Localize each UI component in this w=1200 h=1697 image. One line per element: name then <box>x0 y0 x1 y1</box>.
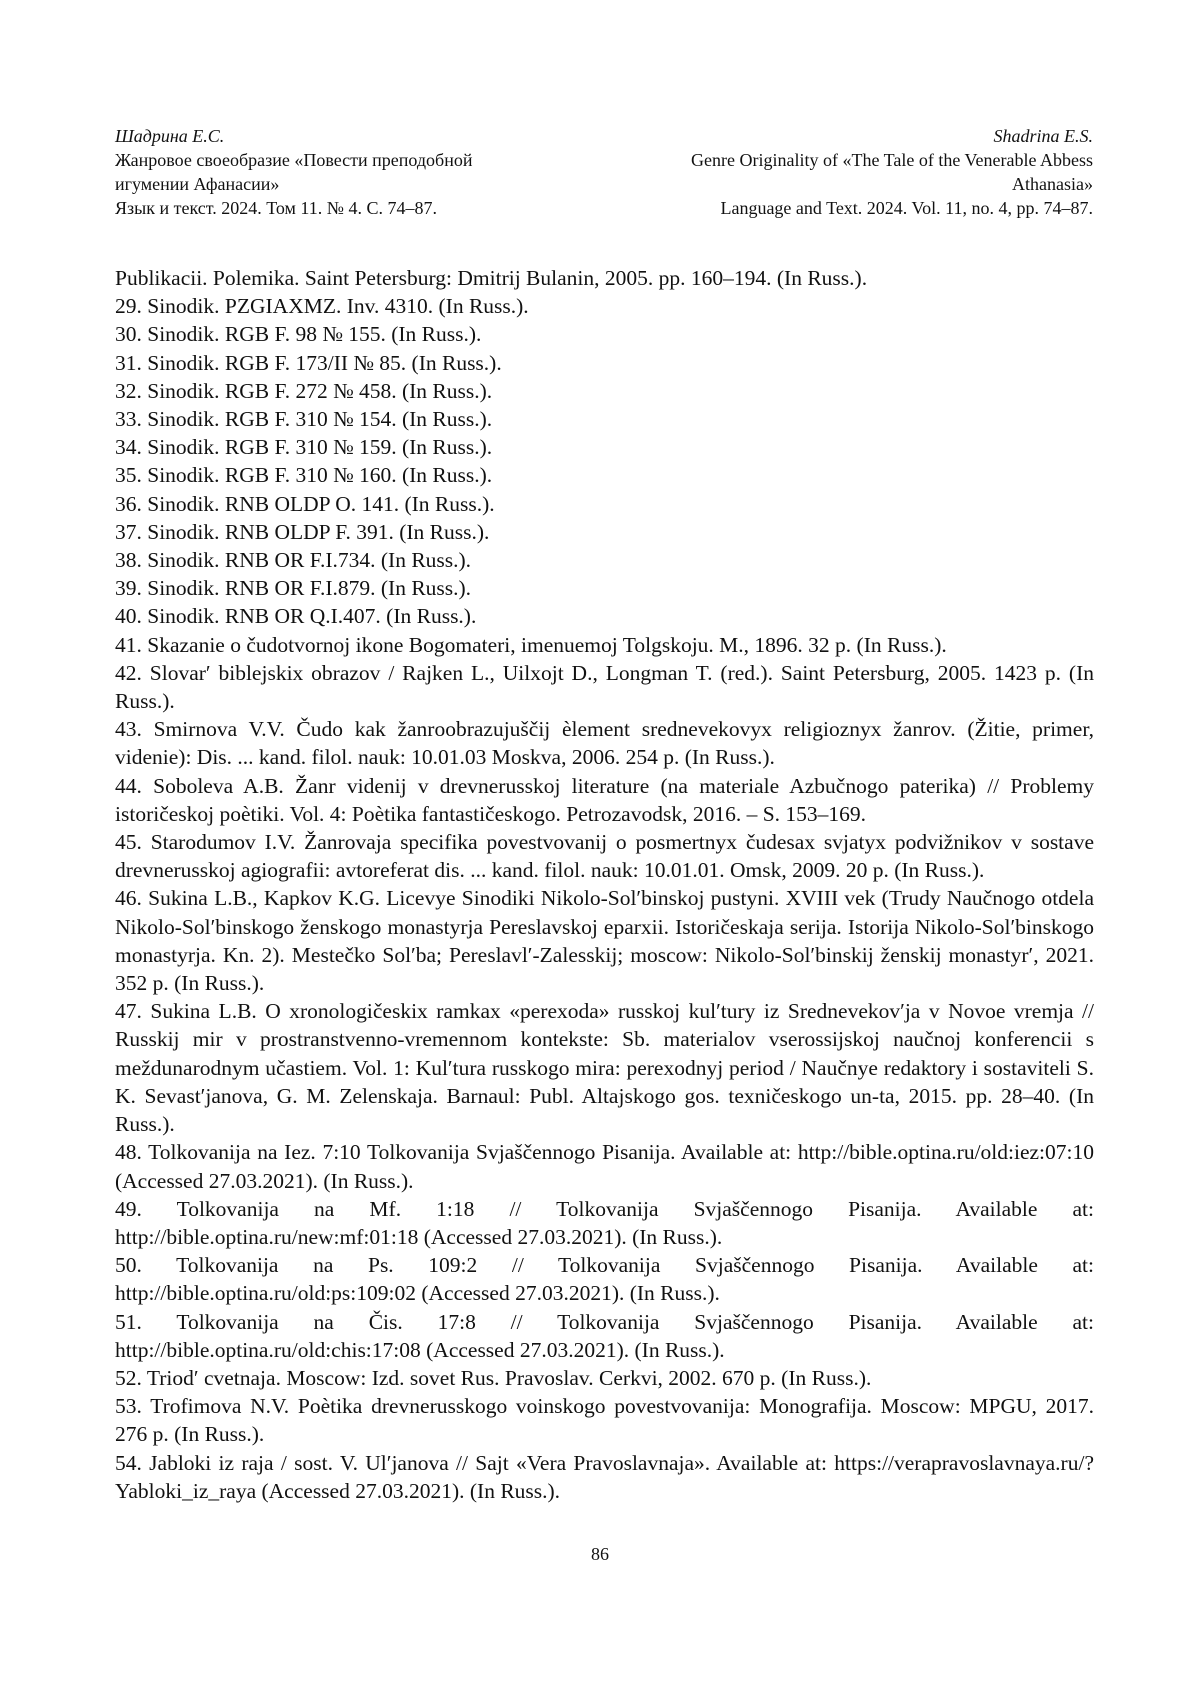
reference-item: 32. Sinodik. RGB F. 272 № 458. (In Russ.). <box>115 378 493 403</box>
header-journal-ru: Язык и текст. 2024. Том 11. № 4. С. 74–87. <box>115 198 437 218</box>
running-header <box>115 124 1093 220</box>
reference-list <box>115 264 1094 1505</box>
header-journal-en: Language and Text. 2024. Vol. 11, no. 4, pp. 74–87. <box>720 198 1093 218</box>
header-author-ru: Шадрина Е.С. <box>115 126 225 146</box>
header-author-en: Shadrina E.S. <box>993 126 1093 146</box>
reference-item: 36. Sinodik. RNB OLDP O. 141. (In Russ.). <box>115 491 495 516</box>
reference-item: 49. Tolkovanija na Mf. 1:18 // Tolkovanija Svjaščennogo Pisanija. Available at: http://bible.optina.ru/new:mf:01:18 (Accessed 27.03.2021). (In Russ.). <box>115 1196 1094 1249</box>
header-title-en-line1: Genre Originality of «The Tale of the Venerable Abbess <box>691 150 1093 170</box>
page-number: 86 <box>591 1544 609 1564</box>
header-title-en-line2: Athanasia» <box>1012 174 1093 194</box>
reference-item: 52. Triod′ cvetnaja. Moscow: Izd. sovet Rus. Pravoslav. Cerkvi, 2002. 670 p. (In Russ.). <box>115 1365 872 1390</box>
reference-item: 45. Starodumov I.V. Žanrovaja specifika povestvovanij o posmertnyx čudesax svjatyx podvižnikov v sostave drevnerusskoj agiografii: avtoreferat dis. ... kand. filol. nauk: 10.01.01. Omsk, 2009. 20 p. (In Russ.). <box>115 830 1094 883</box>
reference-item: 53. Trofimova N.V. Poètika drevnerusskogo voinskogo povestvovanija: Monografija. Moscow: MPGU, 2017. 276 p. (In Russ.). <box>115 1394 1094 1447</box>
reference-item: 37. Sinodik. RNB OLDP F. 391. (In Russ.). <box>115 519 490 544</box>
reference-item: 50. Tolkovanija na Ps. 109:2 // Tolkovanija Svjaščennogo Pisanija. Available at: http://bible.optina.ru/old:ps:109:02 (Accessed 27.03.2021). (In Russ.). <box>115 1253 1094 1306</box>
reference-item: 30. Sinodik. RGB F. 98 № 155. (In Russ.). <box>115 322 482 347</box>
reference-item: 43. Smirnova V.V. Čudo kak žanroobrazujuščij èlement srednevekovyx religioznyx žanrov. (Žitie, primer, videnie): Dis. ... kand. filol. nauk: 10.01.03 Moskva, 2006. 254 p. (In Russ.). <box>115 717 1094 770</box>
header-title-ru-line1: Жанровое своеобразие «Повести преподобной <box>115 150 473 170</box>
header-english <box>553 124 1093 220</box>
reference-item: 54. Jabloki iz raja / sost. V. Ul′janova // Sajt «Vera Pravoslavnaja». Available at: https://verapravoslavnaya.ru/?Yabloki_iz_raya (Accessed 27.03.2021). (In Russ.). <box>115 1450 1094 1503</box>
reference-item: 42. Slovar′ biblejskix obrazov / Rajken L., Uilxojt D., Longman T. (red.). Saint Petersburg, 2005. 1423 p. (In Russ.). <box>115 660 1094 714</box>
reference-item: 33. Sinodik. RGB F. 310 № 154. (In Russ.). <box>115 407 493 432</box>
reference-item: 41. Skazanie o čudotvornoj ikone Bogomateri, imenuemoj Tolgskoju. M., 1896. 32 p. (In Russ.). <box>115 632 947 657</box>
reference-item: 29. Sinodik. PZGIAXMZ. Inv. 4310. (In Russ.). <box>115 294 529 319</box>
reference-item: 39. Sinodik. RNB OR F.I.879. (In Russ.). <box>115 576 472 601</box>
reference-item: 48. Tolkovanija na Iez. 7:10 Tolkovanija Svjaščennogo Pisanija. Available at: http://bible.optina.ru/old:iez:07:10 (Accessed 27.03.2021). (In Russ.). <box>115 1140 1094 1193</box>
reference-item: 51. Tolkovanija na Čis. 17:8 // Tolkovanija Svjaščennogo Pisanija. Available at: http://bible.optina.ru/old:chis:17:08 (Accessed 27.03.2021). (In Russ.). <box>115 1309 1094 1362</box>
reference-item: 31. Sinodik. RGB F. 173/II № 85. (In Russ.). <box>115 350 502 375</box>
reference-item: 35. Sinodik. RGB F. 310 № 160. (In Russ.). <box>115 463 493 488</box>
reference-item: 47. Sukina L.B. O xronologičeskix ramkax «perexoda» russkoj kul′tury iz Srednevekov′ja v Novoe vremja // Russkij mir v prostranstvenno-vremennom kontekste: Sb. materialov vserossijskoj naučnoj konferencii s meždunarodnym učastiem. Vol. 1: Kul′tura russkogo mira: perexodnyj period / Naučnye redaktory i sostaviteli S. K. Sevast′janova, G. M. Zelenskaja. Barnaul: Publ. Altajskogo gos. texničeskogo un-ta, 2015. pp. 28–40. (In Russ.). <box>115 999 1094 1137</box>
reference-item: 34. Sinodik. RGB F. 310 № 159. (In Russ.). <box>115 435 493 460</box>
reference-item: 38. Sinodik. RNB OR F.I.734. (In Russ.). <box>115 548 472 573</box>
reference-item: 44. Soboleva A.B. Žanr videnij v drevnerusskoj literature (na materiale Azbučnogo paterika) // Problemy istoričeskoj poètiki. Vol. 4: Poètika fantastičeskogo. Petrozavodsk, 2016. – S. 153–169. <box>115 773 1094 826</box>
reference-item: Publikacii. Polemika. Saint Petersburg: Dmitrij Bulanin, 2005. pp. 160–194. (In Russ.). <box>115 266 868 290</box>
header-title-ru-line2: игумении Афанасии» <box>115 174 280 194</box>
reference-item: 40. Sinodik. RNB OR Q.I.407. (In Russ.). <box>115 604 477 629</box>
reference-item: 46. Sukina L.B., Kapkov K.G. Licevye Sinodiki Nikolo-Sol′binskoj pustyni. XVIII vek (Trudy Naučnogo otdela Nikolo-Sol′binskogo ženskogo monastyrja Pereslavskoj eparxii. Istoričeskaja serija. Istorija Nikolo-Sol′binskogo monastyrja. Kn. 2). Mestečko Sol′ba; Pereslavl′-Zalesskij; moscow: Nikolo-Sol′binskij ženskij monastyr′, 2021. 352 p. (In Russ.). <box>115 886 1094 996</box>
